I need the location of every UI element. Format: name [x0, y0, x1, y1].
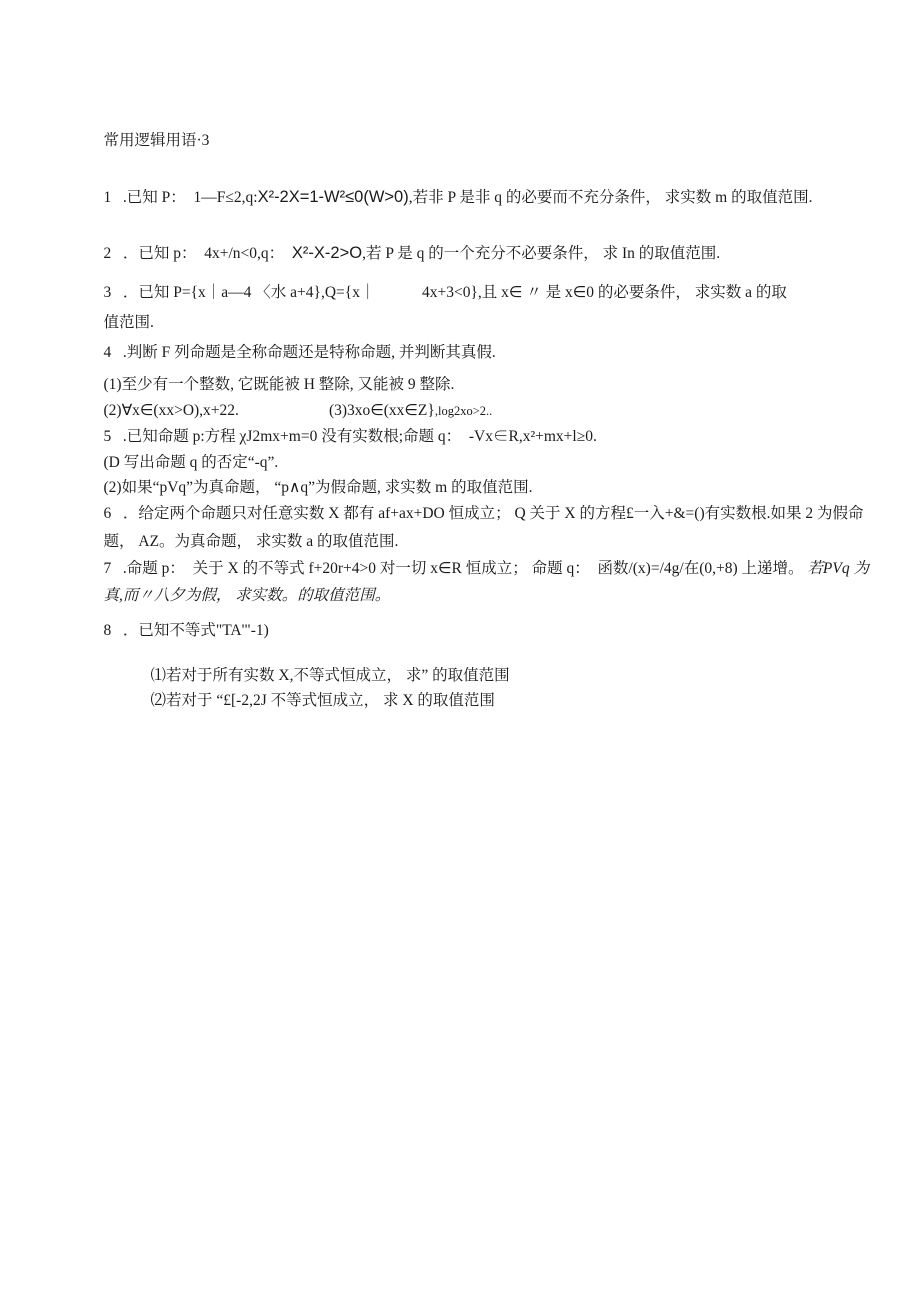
problem-2-text-end: ,若 P 是 q 的一个充分不必要条件， 求 In 的取值范围. [362, 245, 721, 263]
problem-3-text-wrap: 值范围. [103, 314, 154, 332]
problem-2-text: 2 ．已知 p： 4x+/n<0,q： [103, 245, 292, 263]
problem-3-text: 3 ．已知 P={x｜a—4 〈水 a+4},Q={x｜ 4x+3<0},且 x∈ 〃 是 x∈0 的必要条件， 求实数 a 的取 [103, 284, 787, 302]
problem-4-item3-subtext: ,log2xo>2.. [434, 404, 493, 419]
problem-6-text: 6 ．给定两个命题只对任意实数 X 都有 af+ax+DO 恒成立； Q 关于 X 的方程£一入+&=()有实数根.如果 2 为假命 [103, 505, 864, 523]
problem-5-item1-text: (D 写出命题 q 的否定“-q”. [103, 454, 279, 472]
problem-1-math: X²-2X=1-W²≤0(W>0) [257, 188, 409, 207]
problem-7-text: 7 .命题 p： 关于 X 的不等式 f+20r+4>0 对一切 x∈R 恒成立； 命题 q： 函数/(x)=/4g/在(0,+8) 上递增。 [103, 560, 808, 578]
problem-3-line1 [88, 264, 787, 322]
title-text: 常用逻辑用语·3 [103, 132, 210, 150]
document-title [88, 112, 209, 170]
problem-6-text-wrap: 题， AZ。为真命题， 求实数 a 的取值范围. [103, 533, 399, 551]
problem-7-italic-text: 若PVq 为 [807, 560, 869, 578]
problem-4-item3-text: (3)3xo∈(xx∈Z} [328, 402, 435, 420]
problem-8-item1-text: ⑴若对于所有实数 X,不等式恒成立， 求” 的取值范围 [150, 667, 510, 685]
problem-2-math: X²-X-2>O [291, 244, 363, 263]
problem-4-text: 4 .判断 F 列命题是全称命题还是特称命题, 并判断其真假. [103, 344, 496, 362]
problem-8-item2-text: ⑵若对于 “£[-2,2J 不等式恒成立， 求 X 的取值范围 [150, 692, 495, 710]
problem-4-item2-text: (2)∀x∈(xx>O),x+22. [103, 402, 239, 420]
problem-7-italic-wrap: 真,而〃八夕为假， 求实数。的取值范围。 [103, 587, 391, 605]
problem-4-item1-text: (1)至少有一个整数, 它既能被 H 整除, 又能被 9 整除. [103, 376, 455, 394]
problem-5-text: 5 .已知命题 p:方程 χJ2mx+m=0 没有实数根;命题 q： -Vx∈R,x²+mx+l≥0. [103, 428, 597, 446]
problem-5-item2-text: (2)如果“pVq”为真命题， “p∧q”为假命题, 求实数 m 的取值范围. [103, 479, 533, 497]
problem-8-item2 [135, 672, 495, 730]
problem-1-text-end: ,若非 P 是非 q 的必要而不充分条件， 求实数 m 的取值范围. [408, 189, 813, 207]
problem-1-text: 1 .已知 P： 1—F≤2,q: [103, 189, 258, 207]
problem-1 [88, 168, 812, 227]
problem-8-text: 8 ．已知不等式"TA'"-1) [103, 622, 269, 640]
